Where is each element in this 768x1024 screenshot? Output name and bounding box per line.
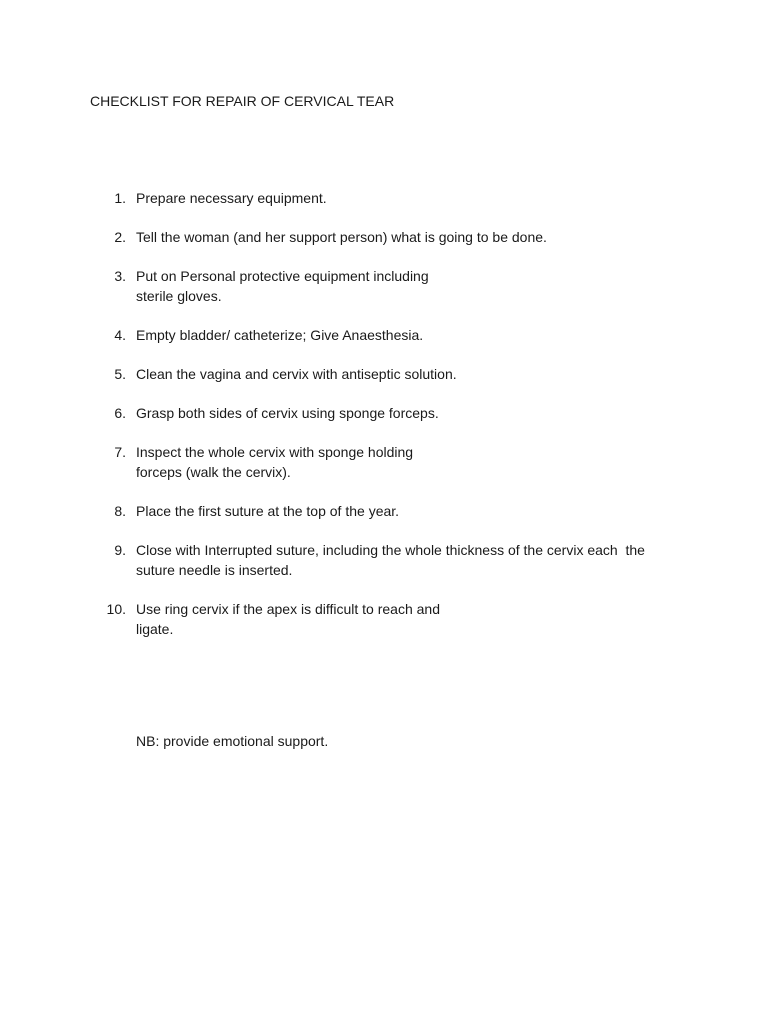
step-text-line: Clean the vagina and cervix with antiseptic solution. (136, 366, 457, 382)
step-text (136, 266, 656, 306)
step-text (136, 188, 656, 208)
step-text-line: ligate. (136, 621, 174, 637)
step-text (136, 501, 656, 521)
checklist-step (0, 325, 768, 345)
step-number: 8. (114, 503, 126, 519)
step-text-line: Place the first suture at the top of the year. (136, 503, 400, 519)
step-number: 6. (114, 405, 126, 421)
checklist-step (0, 599, 768, 639)
step-number: 2. (114, 229, 126, 245)
checklist-step (0, 540, 768, 580)
checklist-steps (0, 188, 768, 658)
step-text (136, 442, 656, 482)
checklist-step (0, 188, 768, 208)
step-text-line: Prepare necessary equipment. (136, 190, 327, 206)
step-text-line: Tell the woman (and her support person) what is going to be done. (136, 229, 547, 245)
step-number: 10. (106, 601, 126, 617)
document-title: CHECKLIST FOR REPAIR OF CERVICAL TEAR (90, 93, 395, 109)
checklist-step (0, 501, 768, 521)
step-text (136, 227, 656, 247)
step-number: 7. (114, 444, 126, 460)
step-text (136, 599, 656, 639)
checklist-step (0, 403, 768, 423)
step-number: 1. (114, 190, 126, 206)
checklist-step (0, 442, 768, 482)
step-text (136, 403, 656, 423)
step-text-line: Empty bladder/ catheterize; Give Anaesthesia. (136, 327, 424, 343)
step-text-line: suture needle is inserted. (136, 562, 293, 578)
step-text-line: Use ring cervix if the apex is difficult to reach and (136, 601, 441, 617)
step-text (136, 540, 656, 580)
step-number: 5. (114, 366, 126, 382)
step-number: 9. (114, 542, 126, 558)
closing-note: NB: provide emotional support. (136, 733, 329, 749)
step-text-line: forceps (walk the cervix). (136, 464, 291, 480)
step-number: 4. (114, 327, 126, 343)
step-text (136, 364, 656, 384)
step-text (136, 325, 656, 345)
checklist-step (0, 266, 768, 306)
checklist-step (0, 227, 768, 247)
step-text-line: sterile gloves. (136, 288, 222, 304)
step-text-line: Close with Interrupted suture, including the whole thickness of the cervix each the (136, 542, 645, 558)
step-text-line: Grasp both sides of cervix using sponge forceps. (136, 405, 439, 421)
step-text-line: Put on Personal protective equipment including (136, 268, 429, 284)
step-number: 3. (114, 268, 126, 284)
checklist-step (0, 364, 768, 384)
step-text-line: Inspect the whole cervix with sponge holding (136, 444, 414, 460)
